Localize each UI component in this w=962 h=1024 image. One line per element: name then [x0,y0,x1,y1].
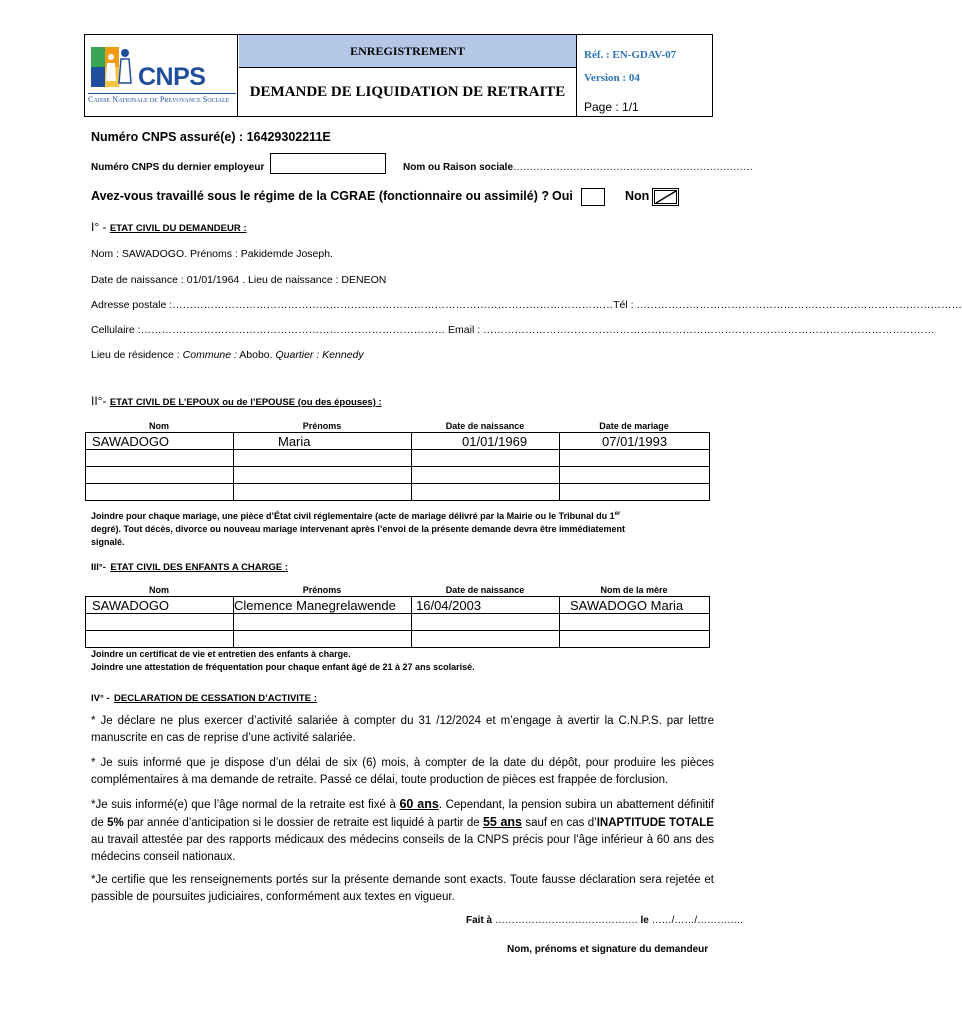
spouse-prenoms-cell[interactable]: Maria [234,433,412,450]
section1-number: I° - [91,220,107,234]
table-cell[interactable] [560,484,710,501]
table-cell[interactable] [560,467,710,484]
table-row [86,467,710,484]
inaptitude-label: INAPTITUDE TOTALE [596,817,714,829]
spouse-mariage-cell[interactable]: 07/01/1993 [560,433,710,450]
employer-label: Numéro CNPS du dernier employeur [91,162,265,173]
company-label: Nom ou Raison sociale [403,162,514,173]
company-dots: ……………………………………………………………… [513,162,754,173]
residence-label: Lieu de résidence : [91,349,180,361]
non-label: Non [625,189,650,203]
section4-title: DECLARATION DE CESSATION D’ACTIVITE : [114,693,317,704]
section2-number: II°- [91,394,107,408]
spouse-table [85,432,710,501]
spouse-col-mariage: Date de mariage [599,421,669,431]
tel-dots: ………………………………………………………………………………… [636,299,962,311]
table-cell[interactable] [412,467,560,484]
spouse-naissance-cell[interactable]: 01/01/1969 [412,433,560,450]
table-cell[interactable] [234,450,412,467]
reduction-rate: 5% [107,817,124,829]
child-col-nom: Nom [149,585,169,595]
address-label: Adresse postale : [91,299,173,311]
applicant-name-line: Nom : SAWADOGO. Prénoms : Pakidemde Joseph. [91,248,333,260]
table-cell[interactable] [412,631,560,648]
section1-heading [91,220,247,234]
contact-line [91,324,935,336]
section4-heading [91,688,317,706]
email-label: Email : [448,324,481,336]
fait-label: Fait à [466,915,493,926]
table-cell[interactable] [234,614,412,631]
early-retirement-age: 55 ans [482,815,523,829]
quartier-value: Kennedy [322,349,364,361]
commune-label: Commune : [182,349,237,361]
table-cell[interactable] [412,450,560,467]
table-cell[interactable] [560,450,710,467]
section4-number: IV° - [91,693,110,704]
table-cell[interactable] [86,631,234,648]
children-note-line2: Joindre une attestation de fréquentation pour chaque enfant âgé de 21 à 27 ans scolarisé. [91,662,475,672]
le-label: le [640,915,649,926]
table-cell[interactable] [86,484,234,501]
commune-value: Abobo. [239,349,273,361]
spouse-col-nom: Nom [149,421,169,431]
child-prenoms-cell[interactable]: Clemence Manegrelawende [234,597,412,614]
table-cell[interactable] [560,614,710,631]
cnps-logo-icon [89,43,139,91]
spouse-col-prenoms: Prénoms [302,421,342,431]
child-nom-cell[interactable]: SAWADOGO [86,597,234,614]
child-naissance-cell[interactable]: 16/04/2003 [412,597,560,614]
spouse-note-sup: er [614,511,621,517]
non-checkbox[interactable] [652,188,679,206]
reference-code: Réf. : EN-GDAV-07 [584,49,677,61]
cnps-number-label: Numéro CNPS assuré(e) : [91,130,244,144]
address-line [91,299,962,311]
table-cell[interactable] [412,614,560,631]
table-cell[interactable] [86,614,234,631]
tel-label: Tél : [613,299,634,311]
logo-cell [85,35,238,116]
table-cell[interactable] [412,484,560,501]
place-date-line [466,915,743,926]
child-col-mere: Nom de la mère [600,585,668,595]
document-header [84,34,713,117]
spouse-nom-cell[interactable]: SAWADOGO [86,433,234,450]
applicant-birth-line: Date de naissance : 01/01/1964 . Lieu de naissance : DENEON [91,274,387,286]
document-title: DEMANDE DE LIQUIDATION DE RETRAITE [249,84,566,100]
declaration-paragraph-3: *Je suis informé(e) que l’âge normal de la retraite est fixé à 60 ans. Cependant, la pension subira un abattement définitif de 5% par année d’anticipation si le dossier de retraite est liquidé à partir de 55 ans sauf en cas d’INAPTITUDE TOTALE au travail attestée par des rapports médicaux des médecins conseils de la CNPS précis pour l’âge inférieur à 60 ans des médecins conseil nationaux. [91,797,714,863]
email-dots: ………………………………………………………………………………………………………………… [483,324,935,336]
mobile-dots: …………………………………………………………………………… [140,324,446,336]
table-row [86,631,710,648]
section3-heading [91,557,288,575]
quartier-label: Quartier : [275,349,320,361]
section2-title: ETAT CIVIL DE L’EPOUX ou de l’EPOUSE (ou des épouses) : [109,397,382,408]
spouse-note [91,508,713,549]
signature-label: Nom, prénoms et signature du demandeur [507,944,709,955]
table-cell[interactable] [234,467,412,484]
table-row [86,484,710,501]
spouse-note-line1: Joindre pour chaque mariage, une pièce d’État civil réglementaire (acte de mariage délivré par la Mairie ou le Tribunal du 1 [91,511,615,521]
children-note-line1: Joindre un certificat de vie et entretien des enfants à charge. [91,649,351,659]
date-field[interactable]: ……/……/………….. [651,915,743,926]
table-cell[interactable] [560,631,710,648]
page-number: Page : 1/1 [584,100,639,114]
table-row [86,433,710,450]
logo-text: CNPS [138,63,206,91]
logo-subtitle: Caisse Nationale de Prevoyance Sociale [88,93,236,104]
children-note [91,648,713,674]
table-row [86,450,710,467]
address-dots: ……………………………………………………………………………………………………………… [172,299,614,311]
table-cell[interactable] [86,450,234,467]
cnps-number-line [91,130,331,144]
checkmark-icon [652,188,679,206]
mobile-label: Cellulaire : [91,324,141,336]
version-label: Version : 04 [584,72,640,84]
table-row [86,597,710,614]
reference-cell [576,35,712,116]
spouse-note-line3: signalé. [91,537,125,547]
oui-checkbox[interactable] [581,188,605,206]
residence-line [91,349,364,361]
declaration-paragraph-4: *Je certifie que les renseignements portés sur la présente demande sont exacts. Toute fausse déclaration sera rejetée et passible de poursuites judiciaires, conformément aux textes en vigueur. [91,874,714,903]
child-col-prenoms: Prénoms [302,585,342,595]
cnps-number-value: 16429302211E [246,130,331,144]
table-cell[interactable] [234,631,412,648]
table-cell[interactable] [234,484,412,501]
spouse-col-naissance: Date de naissance [445,421,525,431]
section3-title: ETAT CIVIL DES ENFANTS A CHARGE : [110,562,289,573]
table-row [86,614,710,631]
children-table [85,596,710,648]
title-top: ENREGISTREMENT [239,35,576,68]
company-name-line [403,162,753,173]
retirement-age: 60 ans [399,797,439,811]
section2-heading [91,394,382,408]
child-col-naissance: Date de naissance [445,585,525,595]
declaration-paragraph-1: * Je déclare ne plus exercer d’activité salariée à compter du 31 /12/2024 et m’engage à avertir la C.N.P.S. par lettre manuscrite en cas de reprise d’une activité salariée. [91,715,714,744]
spouse-note-line2: degré). Tout décès, divorce ou nouveau mariage intervenant après l’envoi de la présente demande devra être immédiatement [91,524,626,534]
cgrae-question: Avez-vous travaillé sous le régime de la CGRAE (fonctionnaire ou assimilé) ? [91,189,549,203]
place-field[interactable]: ……………………………………. [494,915,638,926]
table-cell[interactable] [86,467,234,484]
employer-number-field[interactable] [270,153,386,174]
child-mere-cell[interactable]: SAWADOGO Maria [560,597,710,614]
oui-label: Oui [552,189,573,203]
section1-title: ETAT CIVIL DU DEMANDEUR : [109,223,247,234]
section3-number: III°- [91,562,106,573]
declaration-paragraph-2: * Je suis informé que je dispose d’un délai de six (6) mois, à compter de la date du dépôt, pour produire les pièces complémentaires à ma demande de retraite. Passé ce délai, toute production de pièces est frappée de forclusion. [91,757,714,786]
